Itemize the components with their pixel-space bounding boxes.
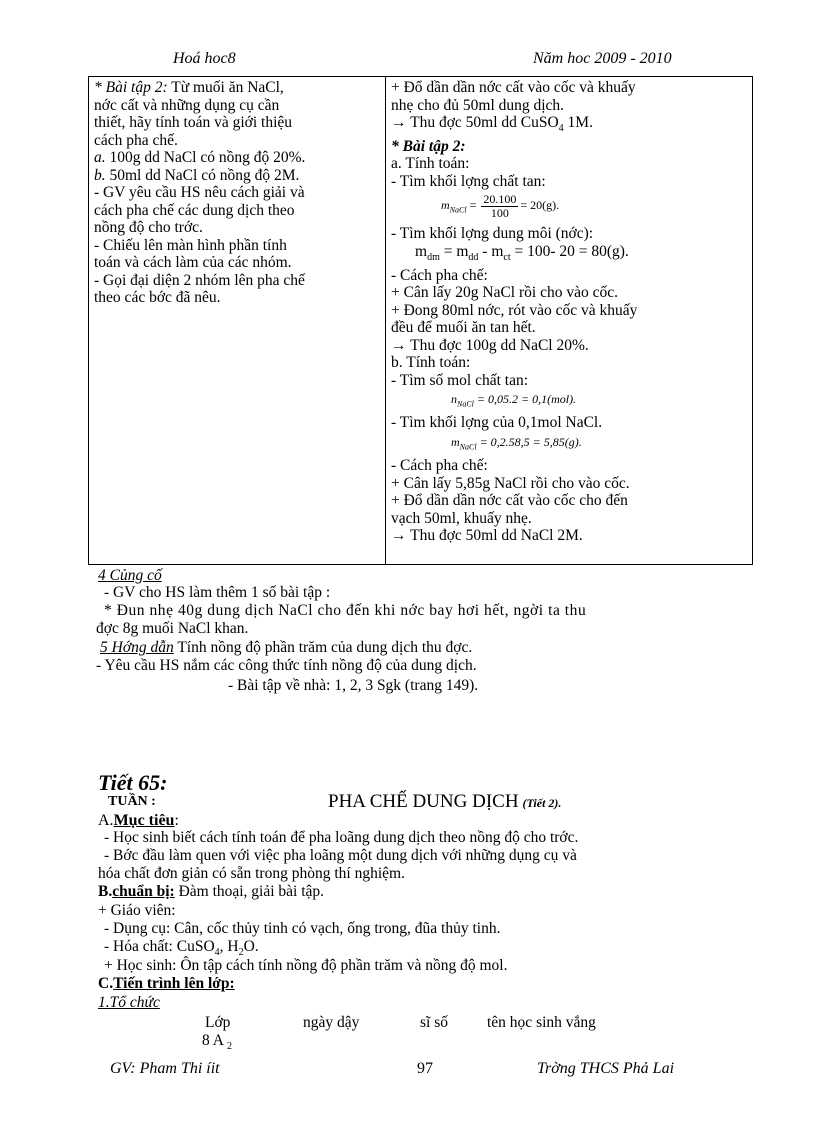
text-line: 100g dd NaCl có nồng độ 20%. [105,149,306,166]
text-line: a. Tính toán: [391,155,470,173]
text-line: - Bài tập về nhà: 1, 2, 3 Sgk (trang 149). [228,677,479,694]
formula-symbol: m [451,434,460,449]
formula-result: = 20(g). [520,198,560,213]
text-line: → Thu đợc 100g dd NaCl 20%. [391,336,589,354]
text-line: b. Tính toán: [391,354,471,372]
formula-mass-solute: $m_{NaCl}$ = $\frac{20.100}{100}$ = 20(g). [441,191,560,220]
formula-mass-nacl [391,432,747,457]
subscript: NaCl [449,205,467,215]
text-line: + Giáo viên: [98,902,176,919]
text-line: - Tìm khối lợng của 0,1mol NaCl. [391,414,603,432]
subscript: dd [468,252,479,264]
text-line: đều để muối ăn tan hết. [391,319,536,337]
teacher-activity-cell [89,77,386,565]
text-line: m [415,242,428,260]
section-label: C. [98,975,114,992]
item-label: b. [94,166,106,184]
section-label: B. [98,883,113,900]
section-label: A. [98,812,114,829]
text-line: - Dụng cụ: Cân, cốc thủy tinh có vạch, ống trong, đũa thủy tinh. [104,920,501,937]
subscript: NaCl [459,442,477,452]
col-class: Lớp [205,1014,231,1031]
text-line: đợc 8g muối NaCl khan. [96,620,249,637]
subscript: ct [503,252,511,264]
solvent-mass-equation [391,243,747,267]
col-date: ngày dậy [303,1014,360,1031]
section-consolidation: 4 Củng cố [98,567,162,584]
text-line: theo các bớc đã nêu. [94,289,221,306]
subscript: 2 [238,947,244,959]
text-line: - Bớc đầu làm quen với việc pha loãng một dung dịch với những dụng cụ và [104,847,577,864]
text-line: 1M. [563,114,593,131]
denominator: 100 [490,205,509,220]
text-line: Đàm thoại, giải bài tập. [174,883,325,900]
subscript: 2 [226,1041,232,1053]
text-line: + Cân lấy 20g NaCl rồi cho vào cốc. [391,284,618,302]
text-line: + Đổ dần dần nớc cất vào cốc và khuấy [391,79,636,96]
text-line: - GV yêu cầu HS nêu cách giải và [94,184,305,201]
numerator: 20.100 [483,191,517,206]
footer-teacher: GV: Pham Thi íit [110,1060,220,1077]
text-line: - Học sinh biết cách tính toán để pha loãng dung dịch theo nồng độ cho trớc. [104,829,579,846]
subscript: 4 [214,947,220,959]
text-line: nhẹ cho đủ 50ml dung dịch. [391,96,565,114]
text-line: = m [439,242,469,260]
footer-page-number: 97 [417,1060,433,1077]
text-line: → Thu đợc 50ml dd NaCl 2M. [391,527,583,545]
formula-moles [391,389,747,414]
lesson-number: Tiết 65: [98,770,168,795]
text-line: - Cách pha chế: [391,266,488,284]
text-line: nớc cất và những dụng cụ cần [94,96,280,114]
formula-result: = 0,05.2 = 0,1(mol). [476,392,577,407]
text-line: Từ muối ăn NaCl, [167,79,284,96]
preparation-heading: chuẩn bị: [112,883,175,900]
col-absent: tên học sinh vắng [487,1014,596,1031]
text-line: vạch 50ml, khuấy nhẹ. [391,509,532,527]
text-line: = 100- 20 = 80(g). [510,242,629,260]
text-line: hóa chất đơn giản có sẵn trong phòng thí nghiệm. [98,865,405,882]
text-line: toán và cách làm của các nhóm. [94,254,292,271]
lesson-title-wrap [328,791,561,813]
lesson-title: PHA CHẾ DUNG DỊCH [328,791,519,812]
class-name [202,1032,232,1052]
text-line: - Chiếu lên màn hình phần tính [94,236,287,254]
text-line: Tính nồng độ phần trăm của dung dịch thu đợc. [173,639,473,656]
text-line: cách pha chế. [94,131,178,149]
exercise-label: * Bài tập 2: [94,79,168,96]
text-line: thiết, hãy tính toán và giới thiệu [94,114,293,131]
text-line: - m [478,242,504,260]
subscript: NaCl [457,399,474,409]
header-school-year: Năm hoc 2009 - 2010 [533,50,672,67]
text-line: + Đổ dần dần nớc cất vào cốc cho đến [391,492,628,510]
text-line: + Đong 80ml nớc, rót vào cốc và khuấy [391,301,638,319]
text-line: - Tìm khối lợng dung môi (nớc): [391,225,594,243]
text-line: , H [219,938,239,955]
text-line: + Học sinh: Ôn tập cách tính nồng độ phần trăm và nồng độ mol. [104,957,508,974]
text-line: - GV cho HS làm thêm 1 số bài tập : [104,584,331,601]
text-line: - Yêu cầu HS nắm các công thức tính nồng độ của dung dịch. [96,657,477,674]
text-line: - Tìm số mol chất tan: [391,371,529,389]
week-label: TUẦN : [108,794,156,809]
text-line: O. [243,938,259,955]
text-line: → Thu đợc 50ml dd CuSO [391,114,559,131]
text-line: + Cân lấy 5,85g NaCl rồi cho vào cốc. [391,474,630,492]
subscript: 4 [558,123,564,135]
header-subject: Hoá hoc8 [173,50,236,67]
lesson-title-suffix: (Tiết 2). [522,796,562,810]
text-line: cách pha chế các dung dịch theo [94,201,295,219]
fraction [481,193,518,220]
text-line: - Cách pha chế: [391,457,488,475]
item-label: a. [94,149,106,166]
procedure-heading: Tiến trình lên lớp: [113,975,235,992]
text-line: nồng độ cho trớc. [94,219,203,236]
text-line: - Hóa chất: CuSO [104,938,215,955]
subscript: dm [427,252,440,264]
organization-heading: 1.Tổ chức [98,994,160,1011]
section-guidance: 5 Hớng dẫn [100,639,174,656]
exercise-heading: * Bài tập 2: [391,137,466,155]
text-line: 50ml dd NaCl có nồng độ 2M. [105,166,300,184]
footer-school: Trờng THCS Phả Lai [537,1060,675,1077]
lesson-table [88,76,753,565]
formula-symbol: n [451,392,457,407]
text-line: - Tìm khối lợng chất tan: [391,172,546,190]
text-line: - Gọi đại diện 2 nhóm lên pha chế [94,271,305,289]
objectives-heading: Mục tiêu [113,812,175,829]
text-line: * Đun nhẹ 40g dung dịch NaCl cho đến khi nớc bay hơi hết, ngời ta thu [104,602,587,619]
formula-symbol: m [441,198,450,213]
col-attendance: sĩ số [420,1014,448,1031]
formula-result: = 0,2.58,5 = 5,85(g). [479,434,582,449]
text-line: 8 A [202,1032,227,1049]
student-activity-cell [386,77,753,565]
